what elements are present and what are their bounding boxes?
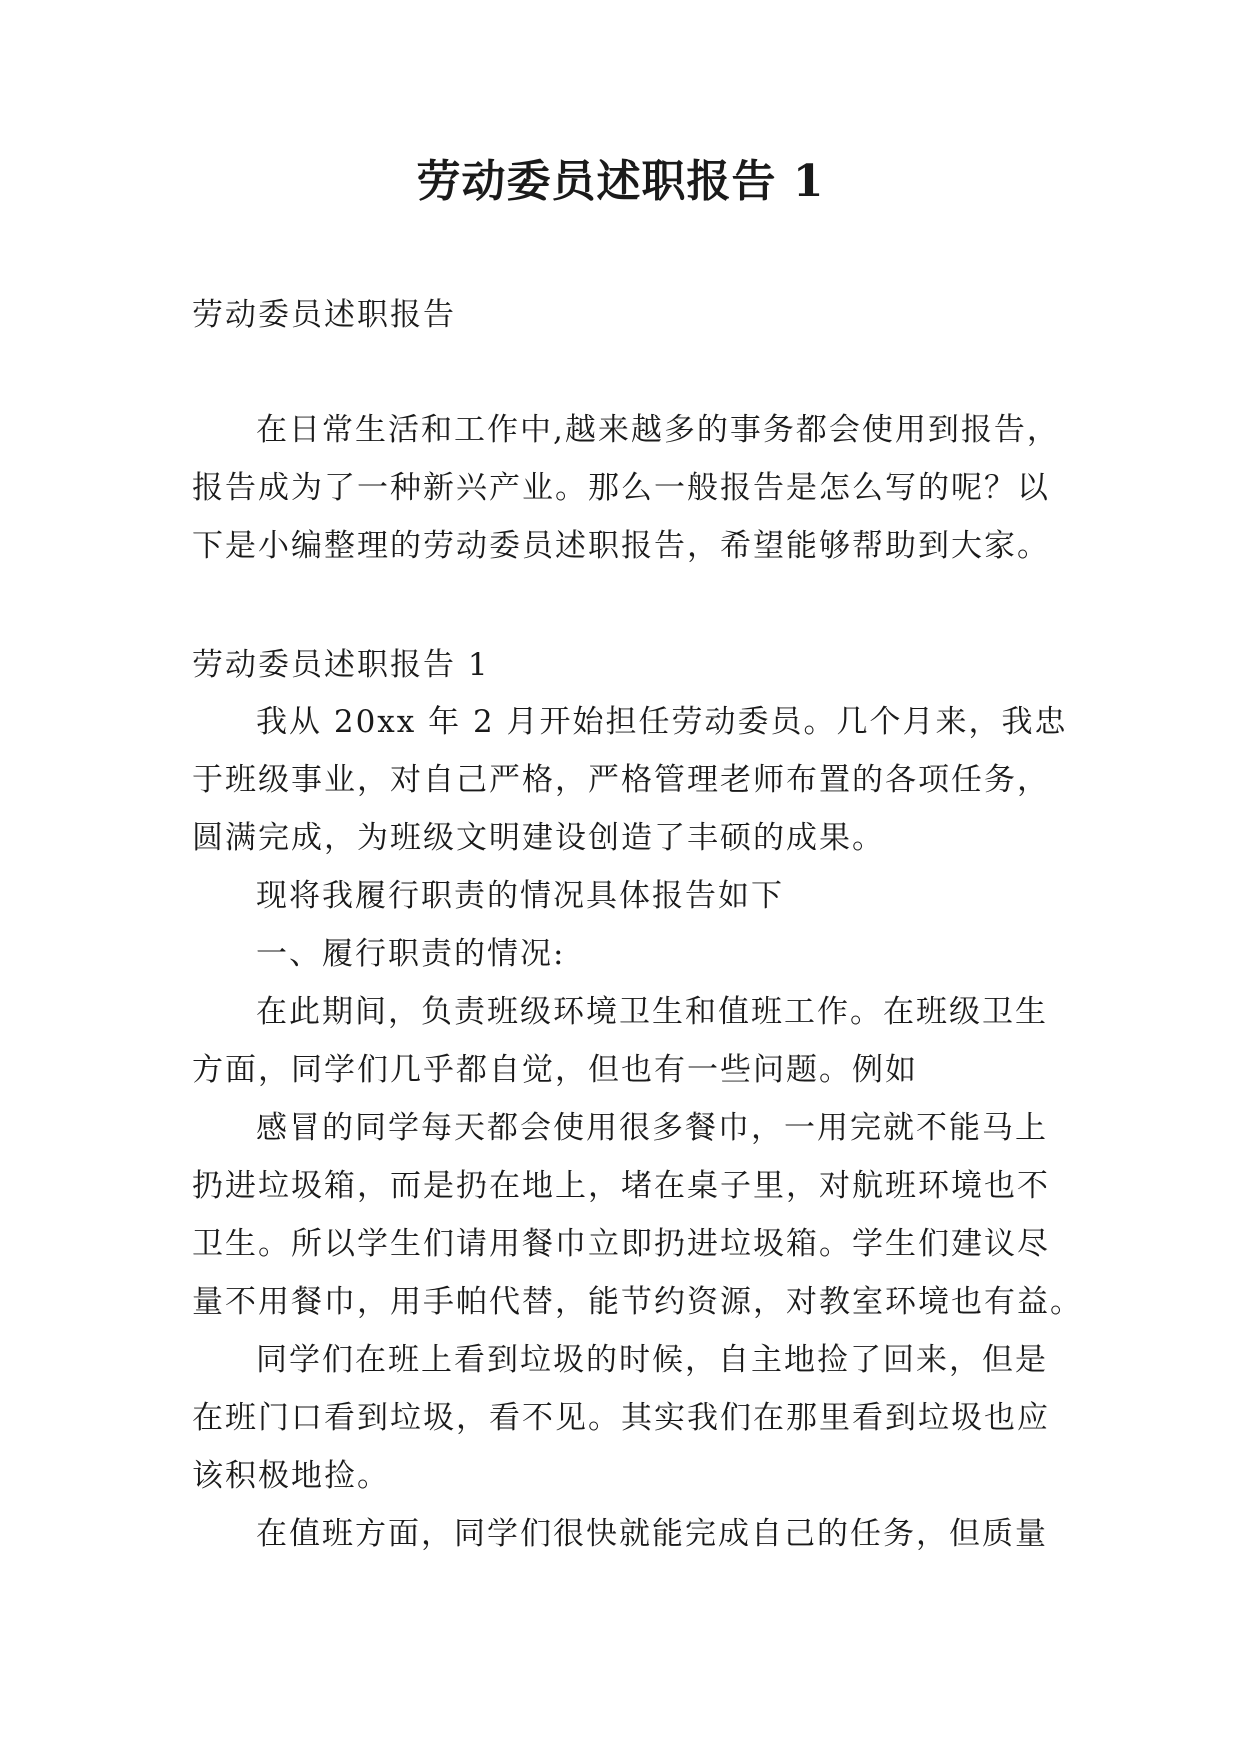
body-line-12: 同学们在班上看到垃圾的时候，自主地捡了回来，但是 [256,1342,1048,1378]
body-line-4: 现将我履行职责的情况具体报告如下 [256,878,784,914]
body-line-8: 感冒的同学每天都会使用很多餐巾，一用完就不能马上 [256,1110,1048,1146]
body-line-13: 在班门口看到垃圾，看不见。其实我们在那里看到垃圾也应 [192,1400,1050,1436]
document-title: 劳动委员述职报告 1 [416,156,825,207]
intro-line-1: 在日常生活和工作中,越来越多的事务都会使用到报告， [256,412,1060,448]
body-line-1: 我从 20xx 年 2 月开始担任劳动委员。几个月来，我忠 [256,704,1068,740]
body-line-15: 在值班方面，同学们很快就能完成自己的任务，但质量 [256,1516,1048,1552]
body-line-5: 一、履行职责的情况: [256,936,566,972]
body-line-9: 扔进垃圾箱，而是扔在地上，堵在桌子里，对航班环境也不 [192,1168,1050,1204]
section-heading: 劳动委员述职报告 1 [192,647,490,683]
body-line-2: 于班级事业，对自己严格，严格管理老师布置的各项任务， [192,762,1050,798]
body-line-10: 卫生。所以学生们请用餐巾立即扔进垃圾箱。学生们建议尽 [192,1226,1050,1262]
subtitle-line: 劳动委员述职报告 [192,297,456,333]
body-line-7: 方面，同学们几乎都自觉，但也有一些问题。例如 [192,1052,918,1088]
body-line-3: 圆满完成，为班级文明建设创造了丰硕的成果。 [192,820,885,856]
body-line-6: 在此期间，负责班级环境卫生和值班工作。在班级卫生 [256,994,1048,1030]
intro-line-2: 报告成为了一种新兴产业。那么一般报告是怎么写的呢？以 [192,470,1050,506]
intro-line-3: 下是小编整理的劳动委员述职报告，希望能够帮助到大家。 [192,528,1050,564]
body-line-11: 量不用餐巾，用手帕代替，能节约资源，对教室环境也有益。 [192,1284,1083,1320]
body-line-14: 该积极地捡。 [192,1458,390,1494]
